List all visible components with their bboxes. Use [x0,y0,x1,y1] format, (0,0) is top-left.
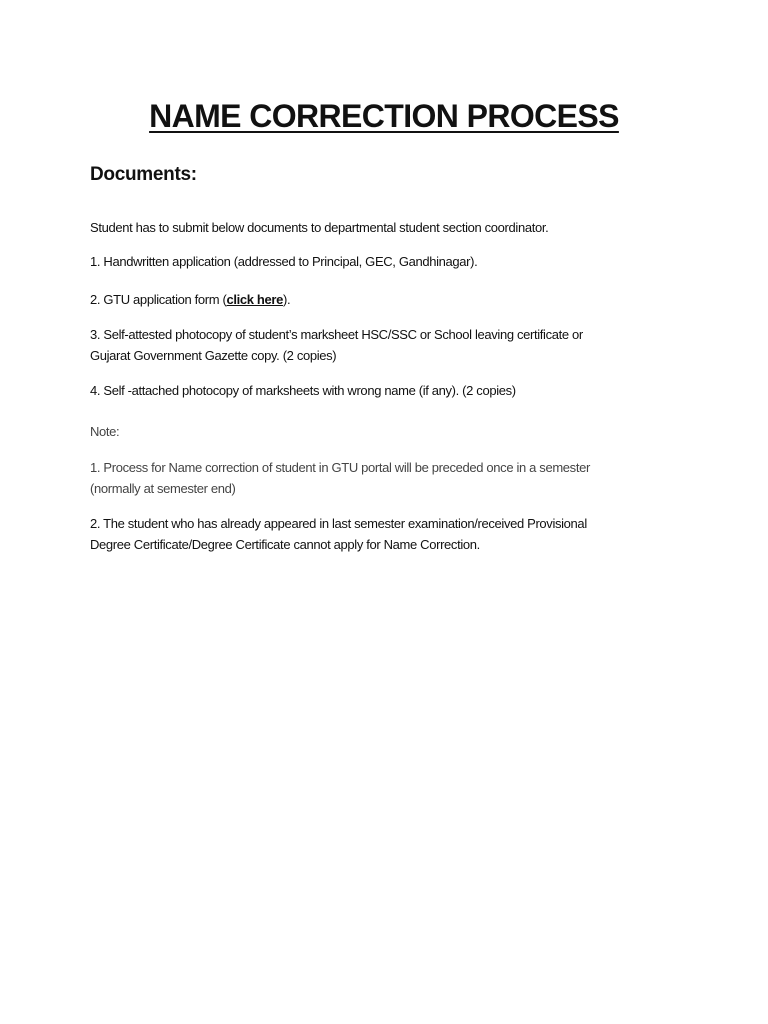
document-item-1: 1. Handwritten application (addressed to Principal, GEC, Gandhinagar). [90,254,478,269]
documents-heading: Documents: [90,164,197,185]
item-2-prefix: 2. GTU application form ( [90,292,227,307]
note-2-line-1: 2. The student who has already appeared in last semester examination/received Provisional [90,516,587,531]
page-title: NAME CORRECTION PROCESS [149,98,619,134]
note-1-line-1: 1. Process for Name correction of student in GTU portal will be preceded once in a semester [90,460,590,475]
item-2-suffix: ). [282,292,291,307]
note-2-line-2: Degree Certificate/Degree Certificate cannot apply for Name Correction. [90,537,480,552]
note-point-1 [90,457,590,499]
item-3-line-2: Gujarat Government Gazette copy. (2 copies) [90,348,337,363]
item-3-line-1: 3. Self-attested photocopy of student’s marksheet HSC/SSC or School leaving certificate or [90,327,583,342]
document-item-4: 4. Self -attached photocopy of marksheets with wrong name (if any). (2 copies) [90,383,516,398]
click-here-link[interactable]: click here [226,292,283,307]
note-1-line-2: (normally at semester end) [90,481,236,496]
document-item-3 [90,324,583,366]
document-item-2 [90,289,290,310]
intro-text: Student has to submit below documents to departmental student section coordinator. [90,220,549,235]
note-point-2 [90,513,587,555]
note-label: Note: [90,424,120,439]
